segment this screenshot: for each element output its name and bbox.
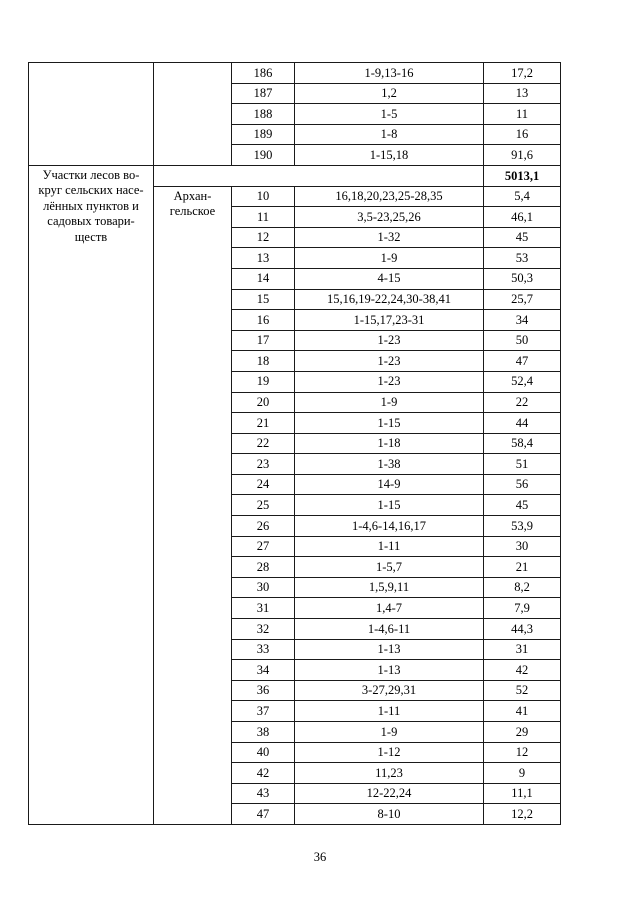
vydel-cell: 1-4,6-14,16,17 [295,516,484,537]
section-total: 5013,1 [484,165,561,186]
vydel-cell: 1-15,18 [295,145,484,166]
kvartal-cell: 187 [232,83,295,104]
section-total-row [29,165,561,186]
area-cell: 11,1 [484,783,561,804]
area-cell: 12,2 [484,804,561,825]
category-cell-empty [29,63,154,166]
vydel-cell: 3-27,29,31 [295,680,484,701]
vydel-cell: 1,4-7 [295,598,484,619]
kvartal-cell: 37 [232,701,295,722]
area-cell: 58,4 [484,433,561,454]
area-cell: 50,3 [484,268,561,289]
area-cell: 44,3 [484,619,561,640]
kvartal-cell: 15 [232,289,295,310]
vydel-cell: 12-22,24 [295,783,484,804]
kvartal-cell: 47 [232,804,295,825]
area-cell: 17,2 [484,63,561,84]
vydel-cell: 16,18,20,23,25-28,35 [295,186,484,207]
kvartal-cell: 26 [232,516,295,537]
area-cell: 42 [484,660,561,681]
area-cell: 44 [484,413,561,434]
vydel-cell: 1-9,13-16 [295,63,484,84]
area-cell: 22 [484,392,561,413]
vydel-cell: 1-9 [295,722,484,743]
vydel-cell: 3,5-23,25,26 [295,207,484,228]
vydel-cell: 1-9 [295,248,484,269]
vydel-cell: 4-15 [295,268,484,289]
section-empty-cell [154,165,484,186]
vydel-cell: 1,5,9,11 [295,577,484,598]
area-cell: 16 [484,124,561,145]
vydel-cell: 1-15 [295,495,484,516]
kvartal-cell: 21 [232,413,295,434]
area-cell: 30 [484,536,561,557]
vydel-cell: 15,16,19-22,24,30-38,41 [295,289,484,310]
category-label: Участки лесов во- круг сельских насе- лённых пунктов и садовых товари- ществ [29,165,154,824]
page-number: 36 [313,850,327,864]
kvartal-cell: 14 [232,268,295,289]
vydel-cell: 14-9 [295,474,484,495]
kvartal-cell: 190 [232,145,295,166]
vydel-cell: 1-8 [295,124,484,145]
area-cell: 12 [484,742,561,763]
area-cell: 52 [484,680,561,701]
area-cell: 56 [484,474,561,495]
vydel-cell: 1-5,7 [295,557,484,578]
table-row [29,63,561,84]
kvartal-cell: 43 [232,783,295,804]
kvartal-cell: 17 [232,330,295,351]
vydel-cell: 1-15,17,23-31 [295,310,484,331]
vydel-cell: 1,2 [295,83,484,104]
area-cell: 45 [484,227,561,248]
area-cell: 13 [484,83,561,104]
area-cell: 50 [484,330,561,351]
kvartal-cell: 30 [232,577,295,598]
kvartal-cell: 33 [232,639,295,660]
area-cell: 47 [484,351,561,372]
vydel-cell: 11,23 [295,763,484,784]
vydel-cell: 1-23 [295,351,484,372]
area-cell: 8,2 [484,577,561,598]
vydel-cell: 1-12 [295,742,484,763]
forest-plots-table [28,62,561,825]
table-body [29,63,561,825]
kvartal-cell: 28 [232,557,295,578]
area-cell: 46,1 [484,207,561,228]
kvartal-cell: 42 [232,763,295,784]
vydel-cell: 1-13 [295,660,484,681]
area-cell: 91,6 [484,145,561,166]
vydel-cell: 1-15 [295,413,484,434]
area-cell: 31 [484,639,561,660]
kvartal-cell: 27 [232,536,295,557]
kvartal-cell: 32 [232,619,295,640]
area-cell: 41 [484,701,561,722]
area-cell: 5,4 [484,186,561,207]
kvartal-cell: 34 [232,660,295,681]
kvartal-cell: 31 [232,598,295,619]
area-cell: 45 [484,495,561,516]
kvartal-cell: 13 [232,248,295,269]
kvartal-cell: 40 [232,742,295,763]
kvartal-cell: 24 [232,474,295,495]
kvartal-cell: 20 [232,392,295,413]
kvartal-cell: 22 [232,433,295,454]
vydel-cell: 1-9 [295,392,484,413]
kvartal-cell: 23 [232,454,295,475]
area-cell: 53 [484,248,561,269]
kvartal-cell: 18 [232,351,295,372]
kvartal-cell: 10 [232,186,295,207]
vydel-cell: 1-13 [295,639,484,660]
vydel-cell: 1-4,6-11 [295,619,484,640]
kvartal-cell: 38 [232,722,295,743]
vydel-cell: 1-18 [295,433,484,454]
vydel-cell: 1-23 [295,330,484,351]
kvartal-cell: 36 [232,680,295,701]
kvartal-cell: 188 [232,104,295,125]
kvartal-cell: 25 [232,495,295,516]
vydel-cell: 1-5 [295,104,484,125]
district-cell-empty [154,63,232,166]
district-label: Архан- гельское [154,186,232,824]
kvartal-cell: 12 [232,227,295,248]
vydel-cell: 1-11 [295,701,484,722]
area-cell: 34 [484,310,561,331]
kvartal-cell: 11 [232,207,295,228]
kvartal-cell: 189 [232,124,295,145]
area-cell: 51 [484,454,561,475]
vydel-cell: 1-32 [295,227,484,248]
area-cell: 29 [484,722,561,743]
area-cell: 11 [484,104,561,125]
area-cell: 9 [484,763,561,784]
kvartal-cell: 186 [232,63,295,84]
kvartal-cell: 16 [232,310,295,331]
area-cell: 25,7 [484,289,561,310]
area-cell: 53,9 [484,516,561,537]
area-cell: 52,4 [484,371,561,392]
vydel-cell: 1-11 [295,536,484,557]
kvartal-cell: 19 [232,371,295,392]
vydel-cell: 1-23 [295,371,484,392]
area-cell: 21 [484,557,561,578]
area-cell: 7,9 [484,598,561,619]
vydel-cell: 8-10 [295,804,484,825]
vydel-cell: 1-38 [295,454,484,475]
